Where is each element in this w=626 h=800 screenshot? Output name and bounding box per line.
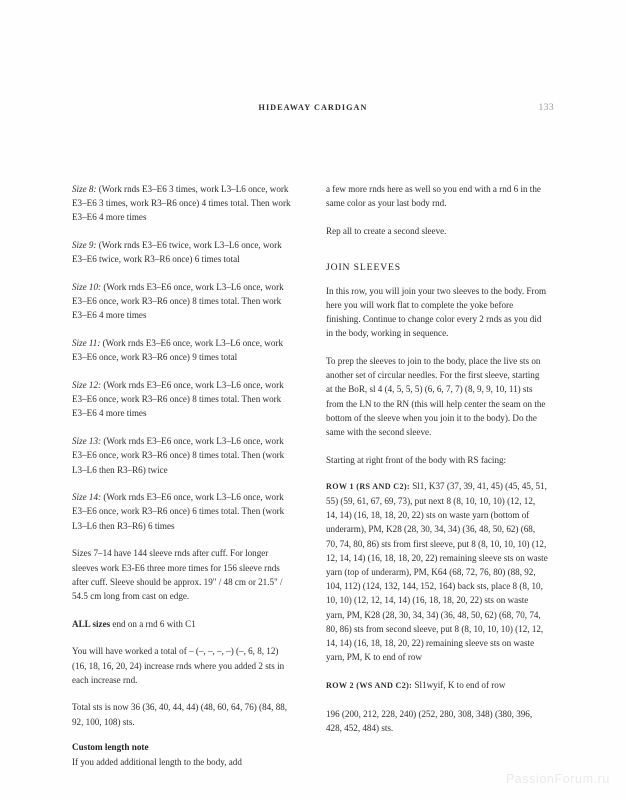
all-sizes-label: ALL sizes [72, 618, 111, 629]
paragraph-join-intro: In this row, you will join your two sleeves to the body. From here you will work flat to complete the yoke before finishing. Continue to change color every 2 rnds as you did in the body, working in sequence. [326, 285, 547, 339]
row-2-text: Sl1wyif, K to end of row [412, 679, 506, 690]
running-head [72, 103, 554, 117]
paragraph-all-sizes [72, 617, 294, 631]
size-8-label: Size 8: [72, 184, 97, 194]
row-2-label: ROW 2 (WS AND C2): [326, 680, 413, 690]
paragraph-size-9 [72, 238, 294, 266]
size-14-label: Size 14: [72, 492, 102, 503]
paragraph-increase-rounds: You will have worked a total of – (–, –, –, –) (–, 6, 8, 12) (16, 18, 16, 20, 24) increase rnds where you added 2 sts in each increase rnd. [72, 646, 285, 685]
paragraph-final-stitch-counts: 196 (200, 212, 228, 240) (252, 280, 308, 348) (380, 396, 428, 452, 484) sts. [326, 708, 533, 733]
size-12-text: (Work rnds E3–E6 once, work L3–L6 once, work E3–E6 once, work R3–R6 once) 8 times total. Then work E3–E6 4 more times [72, 380, 284, 419]
paragraph-total-sts: Total sts is now 36 (36, 40, 44, 44) (48, 60, 64, 76) (84, 88, 92, 100, 108) sts. [72, 702, 288, 727]
size-11-text: (Work rnds E3–E6 once, work L3–L6 once, work E3–E6 once, work R3–R6 once) 9 times total [72, 338, 283, 363]
size-8-text: (Work rnds E3–E6 3 times, work L3–L6 once, work E3–E6 3 times, work R3–R6 once) 4 times total. Then work E3–E6 4 more times [72, 184, 291, 223]
paragraph-starting-position: Starting at right front of the body with RS facing: [326, 454, 507, 465]
paragraph-prep-sleeves: To prep the sleeves to join to the body, place the live sts on another set of circular needles. For the first sleeve, starting at the BoR, sl 4 (4, 5, 5, 5) (6, 6, 7, 7) (8, 9, 9, 10, 11) sts from the LN to the RN (this will help center the seam on the bottom of the sleeve when you join it to the body). Do the same with the second sleeve. [326, 355, 546, 437]
row-1-label: ROW 1 (RS AND C2): [326, 481, 410, 491]
size-13-label: Size 13: [72, 436, 102, 447]
paragraph-repeat-sleeve: Rep all to create a second sleeve. [326, 225, 447, 236]
paragraph-custom-length: If you added additional length to the body, add [72, 756, 242, 767]
page-title: HIDEAWAY CARDIGAN [258, 103, 368, 112]
page-number: 133 [538, 103, 554, 113]
section-spacer [326, 252, 548, 258]
paragraph-size-10 [72, 280, 294, 323]
paragraph-sleeve-rounds: Sizes 7–14 have 144 sleeve rnds after cuff. For longer sleeves work E3-E6 three more times for 156 sleeve rnds after cuff. Sleeve should be approx. 19" / 48 cm or 21.5" / 54.5 cm long from cast on edge. [72, 548, 283, 601]
paragraph-size-12 [72, 378, 294, 421]
size-12-label: Size 12: [72, 380, 102, 391]
size-10-label: Size 10: [72, 282, 102, 293]
all-sizes-text: end on a rnd 6 with C1 [110, 618, 196, 629]
join-sleeves-heading: JOIN SLEEVES [326, 261, 402, 273]
size-9-text: (Work rnds E3–E6 twice, work L3–L6 once, work E3–E6 twice, work R3–R6 once) 6 times total [72, 240, 282, 265]
size-11-label: Size 11: [72, 338, 101, 349]
size-14-text: (Work rnds E3–E6 once, work L3–L6 once, work E3–E6 once, work R3–R6 once) 6 times total. Then (work L3–L6 then R3–R6) 6 times [72, 492, 285, 531]
left-column [72, 182, 294, 783]
paragraph-size-8 [72, 182, 294, 225]
paragraph-continuation: a few more rnds here as well so you end with a rnd 6 in the same color as your last body rnd. [326, 184, 541, 209]
paragraph-size-13 [72, 434, 294, 477]
right-column [326, 182, 548, 749]
size-13-text: (Work rnds E3–E6 once, work L3–L6 once, work E3–E6 once, work R3–R6 once) 8 times total. Then (work L3–L6 then R3–R6) twice [72, 436, 285, 475]
size-10-text: (Work rnds E3–E6 once, work L3–L6 once, work E3–E6 once, work R3–R6 once) 8 times total. Then work E3–E6 4 more times [72, 282, 284, 321]
paragraph-row-1 [326, 479, 548, 665]
row-1-text: Sl1, K37 (37, 39, 41, 45) (45, 45, 51, 55) (59, 61, 67, 69, 73), put next 8 (8, 10, 10, 10) (12, 12, 14, 14) (16, 18, 18, 20, 22) sts on waste yarn (bottom of underarm), PM, K28 (28, 30, 34, 34) (36, 48, 50, 62) (68, 70, 74, 80, 86) sts from first sleeve, put 8 (8, 10, 10, 10) (12, 12, 14, 14) (16, 18, 18, 20, 22) remaining sleeve sts on waste yarn (top of underarm), PM, K64 (68, 72, 76, 80) (88, 92, 104, 112) (124, 132, 144, 152, 164) back sts, place 8 (8, 10, 10, 10) (12, 12, 14, 14) (16, 18, 18, 20, 22) sts on waste yarn, PM, K28 (28, 30, 34, 34) (36, 48, 50, 62) (68, 70, 74, 80, 86) sts from second sleeve, put 8 (8, 10, 10, 10) (12, 12, 14, 14) (16, 18, 18, 20, 22) remaining sleeve sts on waste yarn, PM, K to end of row [326, 480, 548, 663]
paragraph-row-2 [326, 678, 548, 693]
paragraph-size-14 [72, 490, 294, 533]
size-9-label: Size 9: [72, 240, 97, 251]
paragraph-size-11 [72, 336, 294, 364]
site-watermark: PassionForum.ru [505, 772, 610, 786]
custom-length-note-heading: Custom length note [72, 742, 149, 753]
